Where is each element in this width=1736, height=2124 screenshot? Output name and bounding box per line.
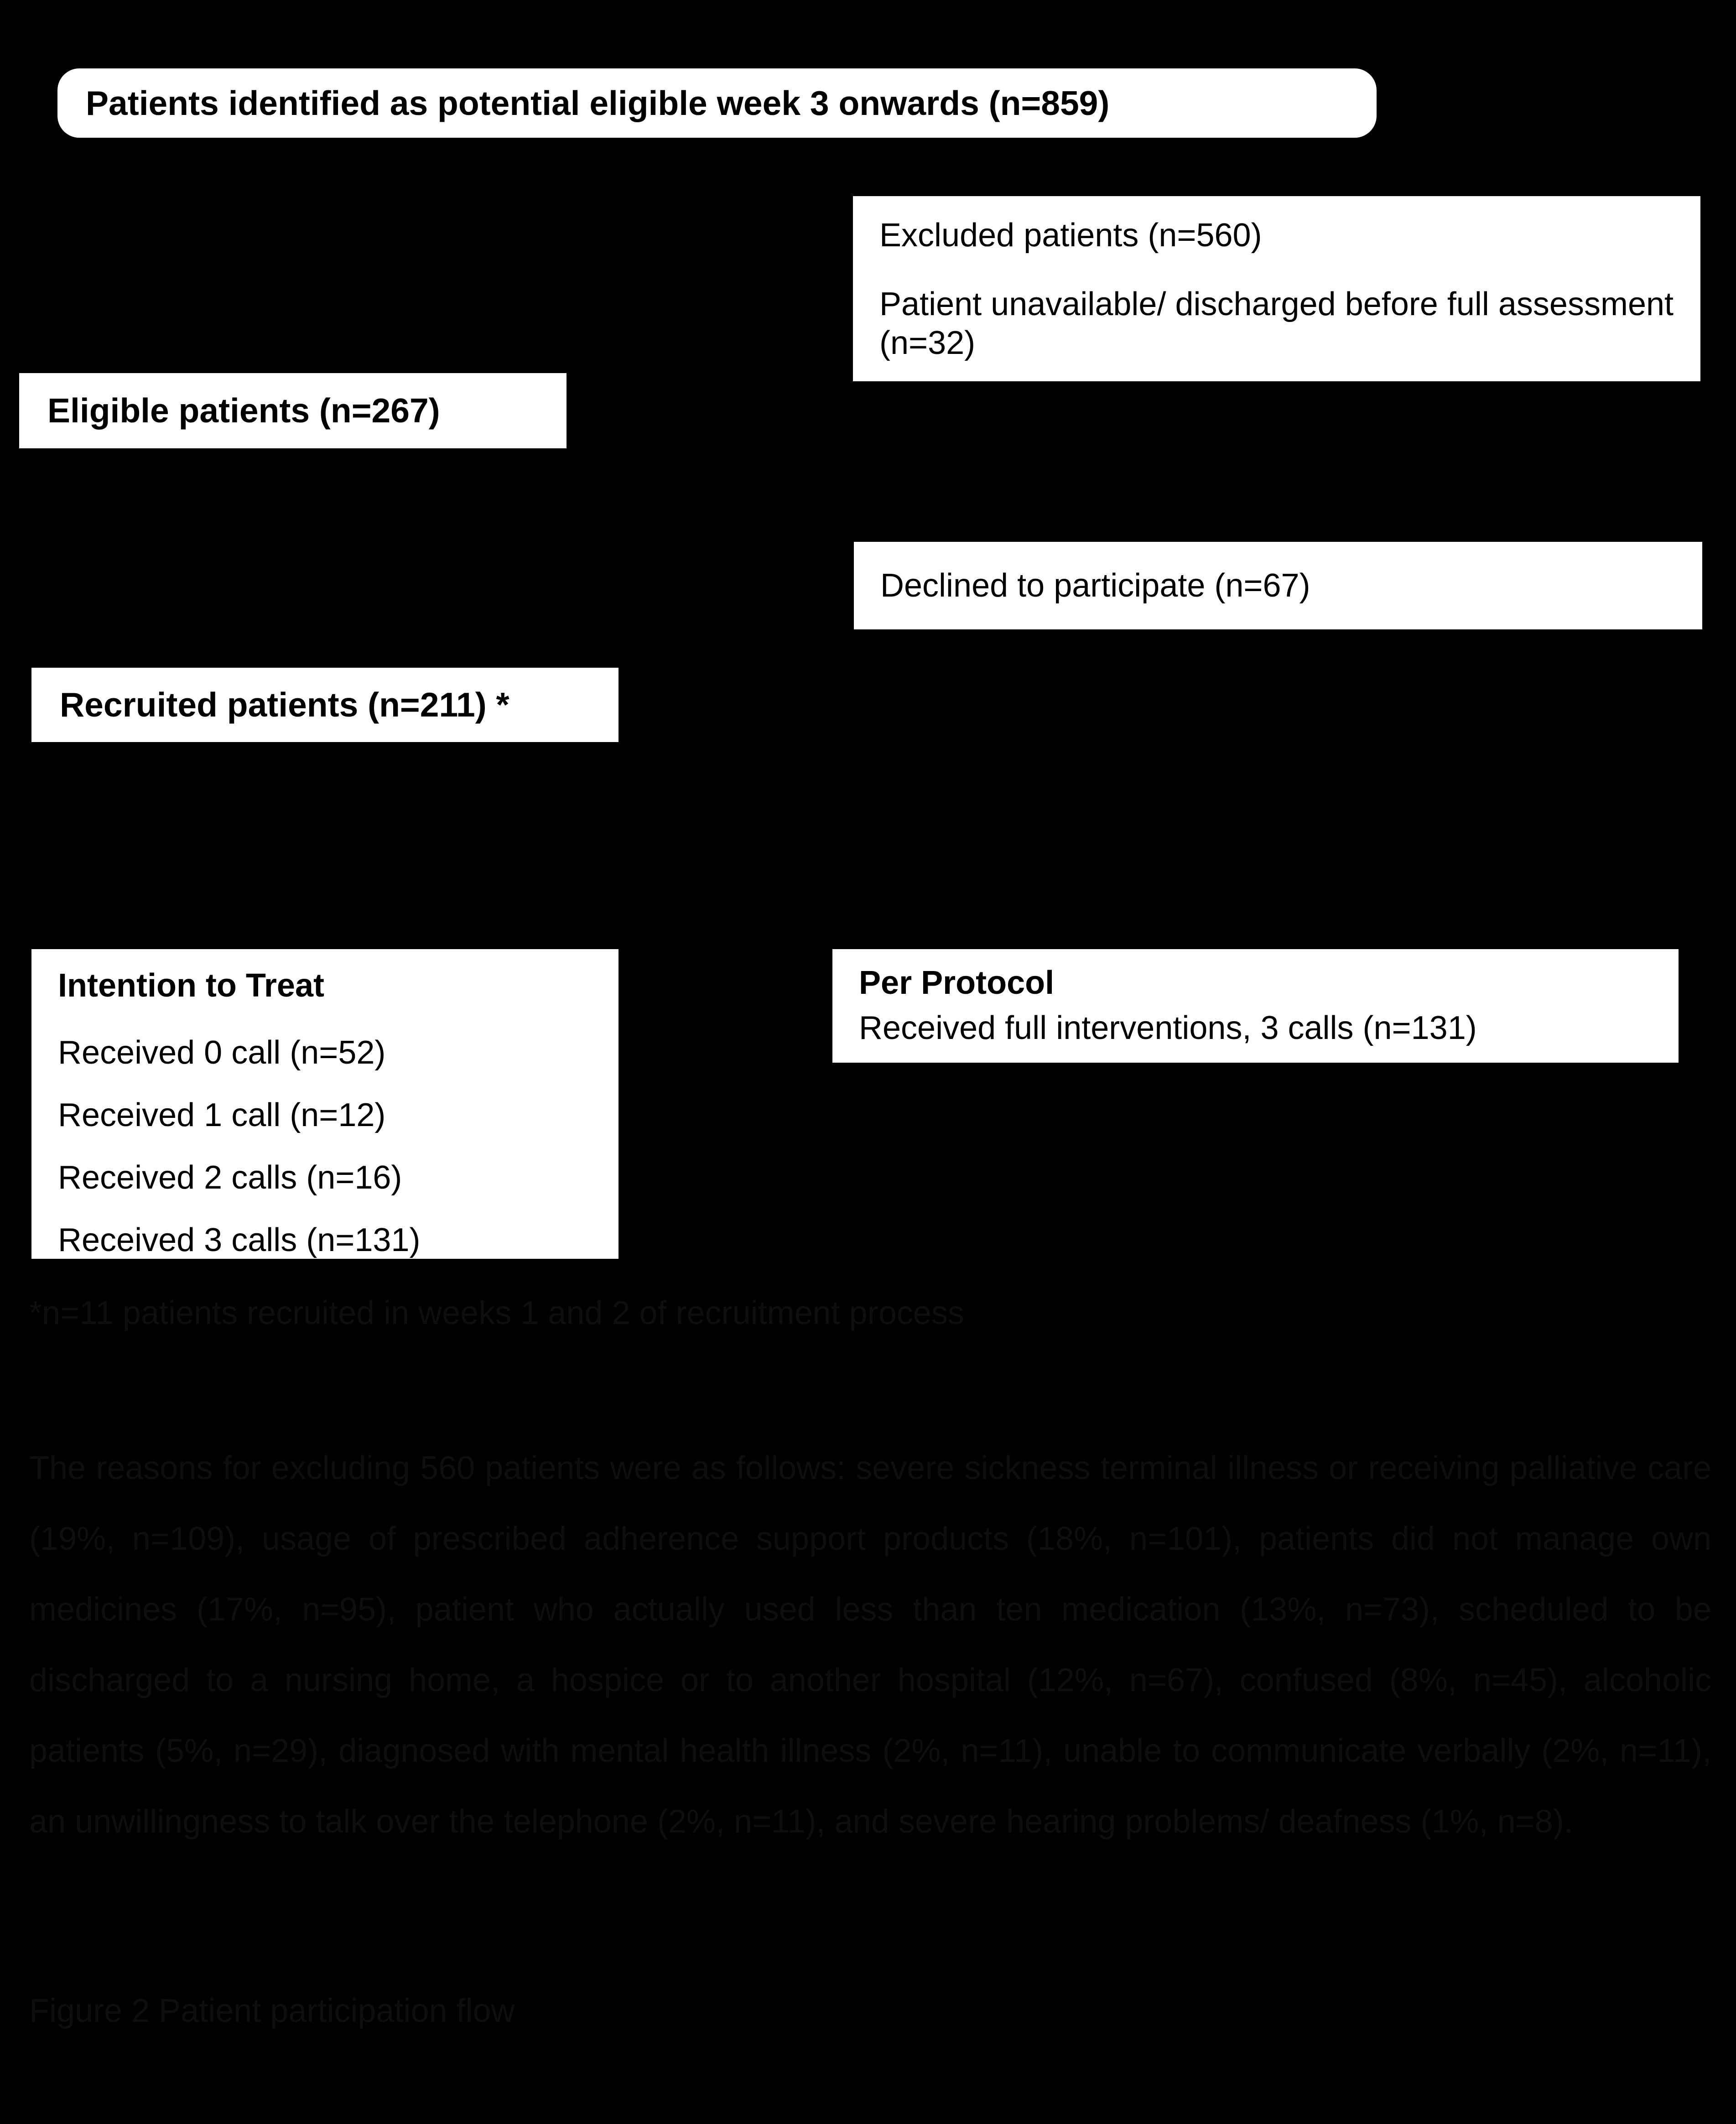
identified-patients-label: Patients identified as potential eligible week 3 onwards (n=859) <box>86 83 1110 122</box>
box-recruited-patients <box>31 668 619 742</box>
exclusion-reasons-paragraph: The reasons for excluding 560 patients were as follows: severe sickness terminal illness or receiving palliative care (19%, n=109), usage of prescribed adherence support products (18%, n=101), patients did not manage own medicines (17%, n=95), patient who actually used less than ten medication (13%, n=73), scheduled to be discharged to a nursing home, a hospice or to another hospital (12%, n=67), confused (8%, n=45), alcoholic patients (5%, n=29), diagnosed with mental health illness (2%, n=11), unable to communicate verbally (2%, n=11), an unwillingness to talk over the telephone (2%, n=11), and severe hearing problems/ deafness (1%, n=8). <box>29 1450 1711 1840</box>
intention-to-treat-title: Intention to Treat <box>58 967 324 1004</box>
excluded-patients-label: Excluded patients (n=560) <box>879 217 1262 254</box>
figure-caption: Figure 2 Patient participation flow <box>29 1993 515 2029</box>
excluded-patients-reason: Patient unavailable/ discharged before full assessment (n=32) <box>879 286 1674 361</box>
box-per-protocol <box>832 949 1679 1063</box>
declined-patients-label: Declined to participate (n=67) <box>880 567 1310 604</box>
itt-item-2-calls: Received 2 calls (n=16) <box>58 1159 402 1196</box>
itt-item-1-call: Received 1 call (n=12) <box>58 1096 386 1133</box>
per-protocol-title: Per Protocol <box>859 965 1055 1001</box>
recruited-patients-label: Recruited patients (n=211) * <box>60 685 509 724</box>
itt-item-3-calls: Received 3 calls (n=131) <box>58 1221 421 1258</box>
box-excluded-patients <box>853 196 1700 381</box>
footnote-asterisk: *n=11 patients recruited in weeks 1 and 2 of recruitment process <box>29 1295 964 1331</box>
box-declined-patients <box>854 542 1702 629</box>
eligible-patients-label: Eligible patients (n=267) <box>47 391 440 430</box>
itt-item-0-calls: Received 0 call (n=52) <box>58 1034 386 1071</box>
box-identified-patients <box>57 68 1377 138</box>
per-protocol-detail: Received full interventions, 3 calls (n=131) <box>859 1009 1477 1046</box>
box-intention-to-treat <box>31 949 619 1259</box>
box-eligible-patients <box>19 373 567 448</box>
